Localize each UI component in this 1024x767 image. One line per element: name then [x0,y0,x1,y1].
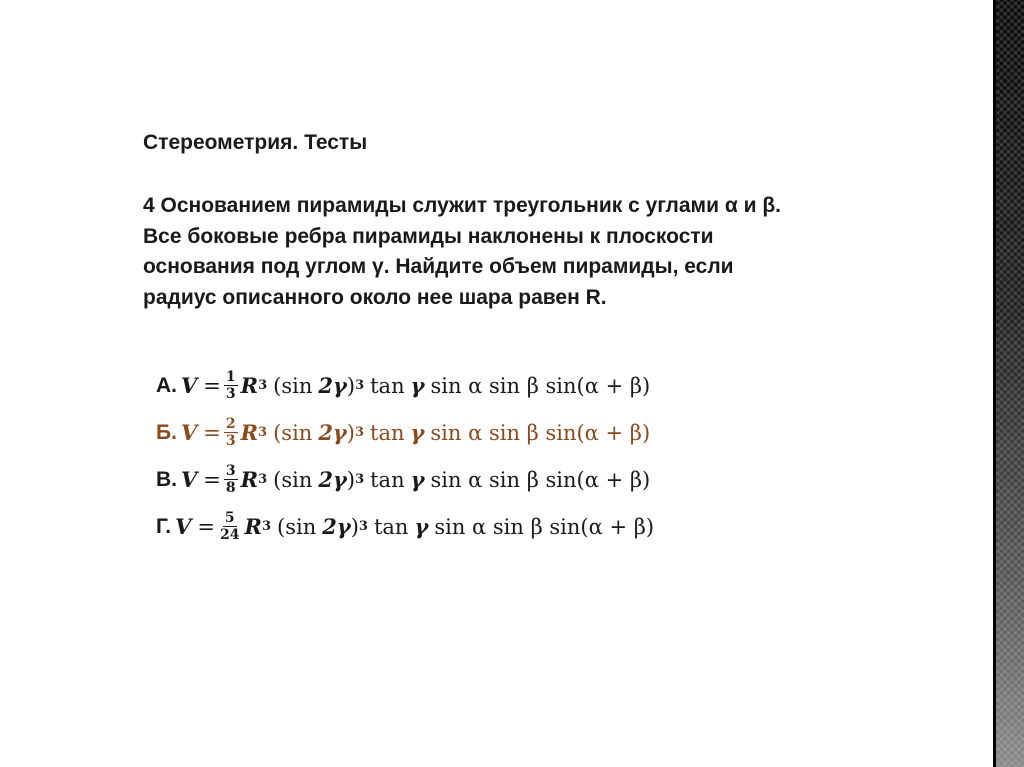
formula-eq: = [203,420,221,445]
fraction-numerator: 1 [225,369,236,385]
answer-option-b [156,409,654,456]
formula-two-gamma: 2γ [318,420,347,445]
formula-close: ) [346,467,356,492]
answer-label: А. [156,373,177,397]
coefficient-fraction [218,510,241,543]
fraction-denominator: 3 [225,386,236,402]
formula-v: V [180,420,198,445]
formula-r: R [240,420,259,445]
fraction-denominator: 8 [225,480,236,496]
answer-options [156,362,654,550]
formula-sin-open: (sin [273,467,313,492]
slide-title: Стереометрия. Тесты [143,131,368,154]
answer-option-v [156,456,654,503]
formula-exp: 3 [258,472,268,487]
formula-tail: sin α sin β sin(α + β) [430,467,651,492]
formula-close: ) [350,514,359,539]
formula-gamma: γ [410,467,425,492]
formula-gamma: γ [410,420,425,445]
fraction-denominator: 24 [220,527,240,543]
coefficient-fraction [224,463,238,496]
formula-r: R [240,373,259,398]
answer-label: В. [156,467,177,491]
formula-close: ) [346,420,355,445]
formula-exp: 3 [258,378,268,393]
answer-label: Б. [156,420,177,444]
formula-exp: 3 [261,519,272,534]
formula-r: R [244,514,262,539]
problem-line: радиус описанного около нее шара равен R. [143,285,607,309]
fraction-numerator: 3 [225,463,236,479]
formula-sin-open: (sin [277,514,317,539]
coefficient-fraction [224,369,238,402]
formula-tail: sin α sin β sin(α + β) [434,514,655,539]
formula-two-gamma: 2γ [322,514,351,539]
answer-option-g [156,503,654,550]
formula-exp: 3 [355,378,365,393]
answer-label: Г. [156,514,172,538]
formula-exp: 3 [358,519,368,534]
formula-v: V [175,514,192,539]
formula-v: V [181,373,198,398]
formula-tail: sin α sin β sin(α + β) [430,373,651,398]
answer-option-a [156,362,654,409]
formula-eq: = [203,467,221,492]
formula-tan: tan [373,514,409,539]
formula-gamma: γ [410,373,425,398]
formula-sin-open: (sin [273,420,313,445]
fraction-numerator: 5 [224,510,235,526]
fraction-numerator: 2 [225,416,236,432]
formula-exp: 3 [355,472,365,487]
formula-gamma: γ [414,514,429,539]
formula-exp: 3 [355,425,365,440]
formula-eq: = [197,514,216,539]
formula-two-gamma: 2γ [318,467,347,492]
problem-line: 4 Основанием пирамиды служит треугольник с углами α и β. [143,194,781,217]
formula-tan: tan [370,373,405,398]
formula-two-gamma: 2γ [318,373,347,398]
formula-r: R [240,467,259,492]
formula-exp: 3 [258,425,268,440]
problem-line: основания под углом γ. Найдите объем пирамиды, если [143,255,734,278]
coefficient-fraction [224,416,238,449]
formula-eq: = [203,373,221,398]
formula-sin-open: (sin [273,373,313,398]
formula-tan: tan [370,467,405,492]
formula-tan: tan [370,420,405,445]
formula-v: V [181,467,198,492]
problem-line: Все боковые ребра пирамиды наклонены к плоскости [143,224,714,248]
problem-statement [143,191,863,313]
background-frame-edge [993,0,1024,767]
formula-tail: sin α sin β sin(α + β) [430,420,651,445]
formula-close: ) [346,373,356,398]
fraction-denominator: 3 [225,433,236,449]
